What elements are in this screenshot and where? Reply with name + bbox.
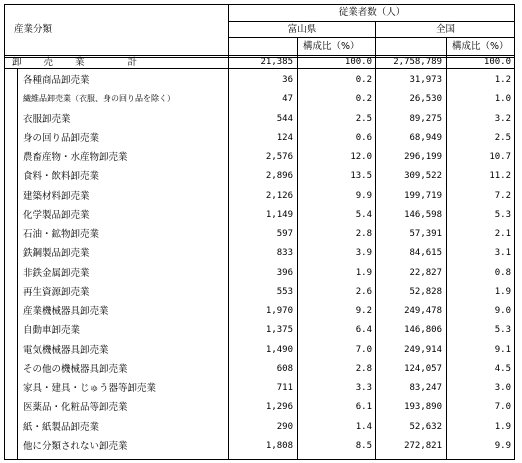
- row-toyama-ratio: 13.5: [350, 171, 372, 182]
- row-national-ratio: 1.0: [494, 94, 511, 105]
- row-national-ratio: 5.3: [494, 325, 511, 336]
- row-national: 89,275: [409, 113, 442, 124]
- row-label: 各種商品卸売業: [23, 75, 90, 86]
- row-national: 52,632: [409, 421, 442, 432]
- row-toyama-ratio: 5.4: [355, 209, 372, 220]
- row-toyama: 2,576: [265, 152, 293, 162]
- row-label: 非鉄金属卸売業: [23, 267, 90, 279]
- toyama-ratio-header: 構成比（%）: [303, 41, 360, 52]
- row-national: 22,827: [409, 267, 442, 278]
- row-toyama-ratio: 7.0: [355, 344, 372, 355]
- row-label: 食料・飲料卸売業: [23, 171, 100, 183]
- row-toyama: 396: [276, 267, 293, 278]
- row-toyama-ratio: 9.2: [355, 306, 372, 316]
- row-label: その他の機械器具卸売業: [23, 363, 128, 375]
- row-national: 199,719: [404, 190, 442, 201]
- row-toyama-ratio: 3.3: [355, 383, 372, 393]
- row-toyama-ratio: 1.9: [355, 267, 372, 278]
- row-national-ratio: 3.0: [494, 383, 511, 393]
- row-toyama-ratio: 2.6: [355, 286, 372, 297]
- row-toyama-ratio: 2.8: [355, 229, 372, 239]
- row-label: 電気機械器具卸売業: [23, 344, 109, 356]
- national-ratio-header: 構成比（%）: [452, 41, 509, 52]
- row-label: 他に分類されない卸売業: [23, 440, 128, 452]
- row-national-ratio: 4.5: [494, 363, 511, 374]
- row-national-ratio: 9.9: [494, 440, 511, 451]
- row-national-ratio: 3.1: [494, 248, 511, 259]
- header-rule-2: [228, 37, 515, 38]
- row-label: 建築材料卸売業: [23, 190, 90, 202]
- header-rule-1: [228, 21, 515, 22]
- row-label: 身の回り品卸売業: [23, 132, 100, 144]
- row-national-ratio: 10.7: [489, 152, 511, 162]
- category-header: 産業分類: [14, 24, 53, 35]
- row-national: 52,828: [409, 286, 442, 297]
- row-toyama: 1,375: [265, 325, 293, 336]
- row-national: 193,890: [404, 402, 442, 413]
- row-label: 自動車卸売業: [23, 325, 81, 337]
- row-toyama-ratio: 1.4: [355, 421, 372, 432]
- total-toyama: 21,385: [260, 57, 293, 67]
- row-national: 272,821: [404, 440, 442, 451]
- row-national: 57,391: [409, 229, 442, 239]
- row-toyama: 1,490: [265, 344, 293, 355]
- row-national: 296,199: [404, 152, 442, 162]
- row-national-ratio: 2.5: [494, 132, 511, 143]
- toyama-header: 富山県: [287, 24, 317, 35]
- row-toyama: 2,126: [265, 190, 293, 201]
- row-national-ratio: 7.2: [494, 190, 511, 201]
- row-national: 84,615: [409, 248, 442, 259]
- row-label: 医薬品・化粧品等卸売業: [23, 402, 128, 414]
- row-label: 衣服卸売業: [23, 113, 71, 125]
- national-header: 全国: [435, 24, 455, 35]
- row-toyama-ratio: 0.2: [355, 94, 372, 105]
- row-label: 紙・紙製品卸売業: [23, 421, 100, 433]
- row-toyama: 544: [276, 113, 293, 124]
- row-label: 鉄鋼製品卸売業: [23, 248, 90, 260]
- row-national-ratio: 9.0: [494, 306, 511, 316]
- row-toyama: 1,970: [265, 306, 293, 316]
- row-label: 再生資源卸売業: [23, 286, 90, 298]
- row-toyama: 711: [276, 383, 293, 393]
- total-national: 2,758,789: [393, 57, 442, 67]
- row-toyama-ratio: 3.9: [355, 248, 372, 259]
- row-label: 石油・鉱物卸売業: [23, 229, 100, 240]
- row-toyama-ratio: 0.6: [355, 132, 372, 143]
- row-national-ratio: 5.3: [494, 209, 511, 220]
- row-toyama-ratio: 2.5: [355, 113, 372, 124]
- row-national: 249,478: [404, 306, 442, 316]
- row-toyama-ratio: 6.4: [355, 325, 372, 336]
- row-toyama: 833: [276, 248, 293, 259]
- row-label: 繊維品卸売業（衣服、身の回り品を除く）: [23, 94, 175, 104]
- row-toyama: 290: [276, 421, 293, 432]
- row-toyama: 608: [276, 363, 293, 374]
- row-national: 124,057: [404, 363, 442, 374]
- row-national: 31,973: [409, 75, 442, 85]
- row-national-ratio: 0.8: [494, 267, 511, 278]
- row-toyama: 1,296: [265, 402, 293, 413]
- total-toyama-ratio: 100.0: [344, 57, 372, 67]
- total-label: 卸 売 業 計: [12, 57, 139, 68]
- row-toyama: 597: [276, 229, 293, 239]
- row-toyama-ratio: 9.9: [355, 190, 372, 201]
- row-toyama-ratio: 12.0: [350, 152, 372, 162]
- row-toyama-ratio: 8.5: [355, 440, 372, 451]
- row-label: 農畜産物・水産物卸売業: [23, 152, 128, 163]
- row-toyama: 36: [282, 75, 293, 85]
- row-national: 68,949: [409, 132, 442, 143]
- row-national-ratio: 1.9: [494, 421, 511, 432]
- row-label: 家具・建具・じゅう器等卸売業: [23, 383, 157, 394]
- row-national-ratio: 7.0: [494, 402, 511, 413]
- row-national-ratio: 3.2: [494, 113, 511, 124]
- total-national-ratio: 100.0: [483, 57, 511, 67]
- row-national: 146,806: [404, 325, 442, 336]
- row-toyama-ratio: 6.1: [355, 402, 372, 413]
- row-toyama: 2,896: [265, 171, 293, 182]
- row-national-ratio: 9.1: [494, 344, 511, 355]
- row-label: 化学製品卸売業: [23, 209, 90, 221]
- row-national: 146,598: [404, 209, 442, 220]
- row-label: 産業機械器具卸売業: [23, 306, 109, 317]
- row-national-ratio: 2.1: [494, 229, 511, 239]
- row-national-ratio: 1.2: [494, 75, 511, 85]
- indent-divider: [17, 68, 18, 460]
- row-toyama-ratio: 0.2: [355, 75, 372, 85]
- row-national-ratio: 1.9: [494, 286, 511, 297]
- row-national: 309,522: [404, 171, 442, 182]
- row-national: 83,247: [409, 383, 442, 393]
- row-toyama: 124: [276, 132, 293, 143]
- row-national: 26,530: [409, 94, 442, 105]
- row-toyama: 1,808: [265, 440, 293, 451]
- row-national-ratio: 11.2: [489, 171, 511, 182]
- col-divider-toyama-national: [375, 21, 376, 460]
- employees-header: 従業者数（人）: [338, 7, 406, 18]
- total-row-rule: [4, 68, 515, 69]
- row-toyama: 1,149: [265, 209, 293, 220]
- row-national: 249,914: [404, 344, 442, 355]
- row-toyama: 47: [282, 94, 293, 105]
- row-toyama-ratio: 2.8: [355, 363, 372, 374]
- row-toyama: 553: [276, 286, 293, 297]
